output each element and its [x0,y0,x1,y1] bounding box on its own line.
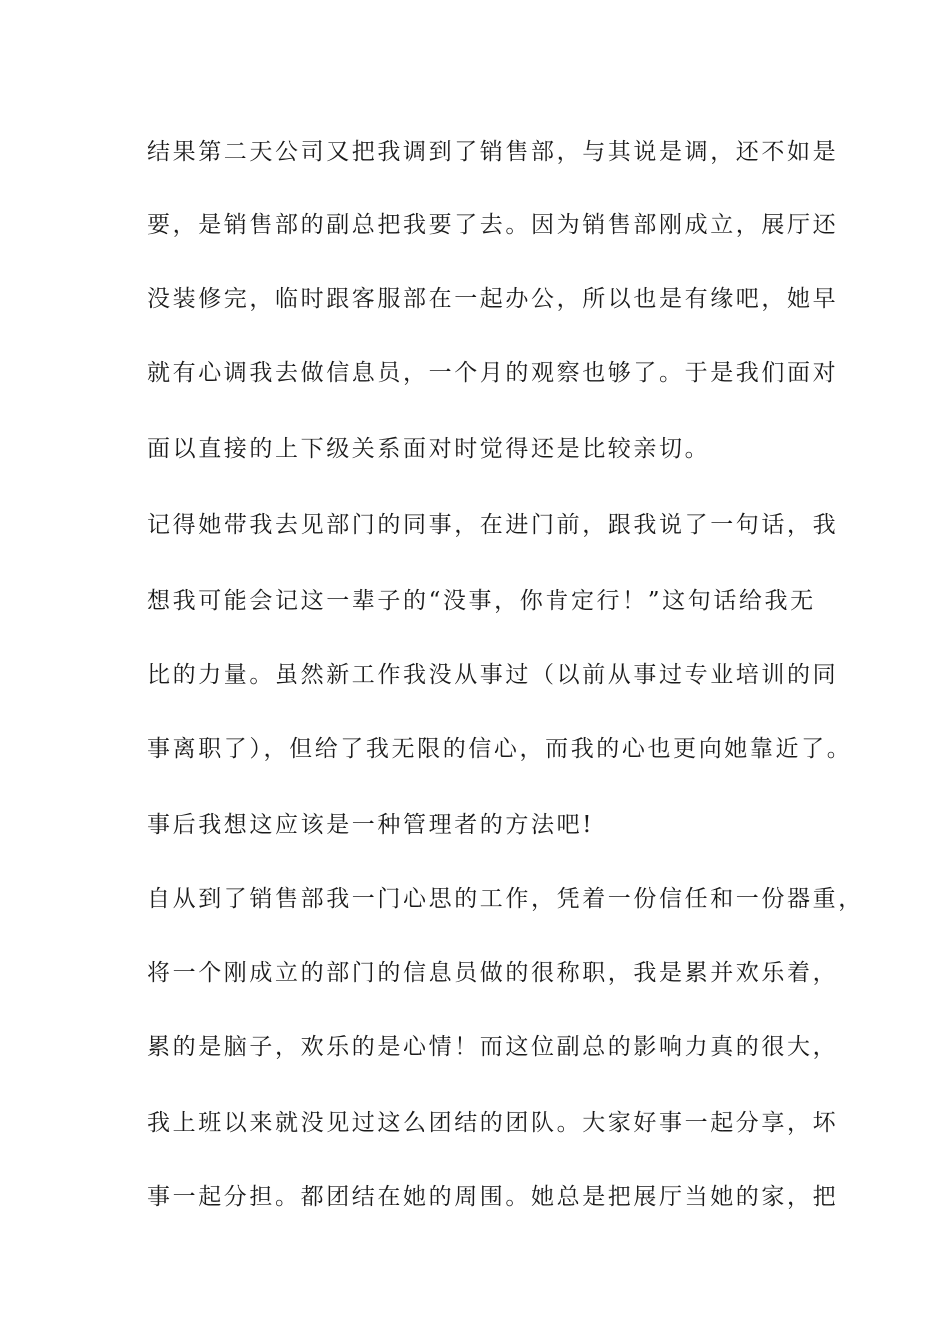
text-line: 将一个刚成立的部门的信息员做的很称职，我是累并欢乐着， [147,960,839,986]
text-line: 要，是销售部的副总把我要了去。因为销售部刚成立，展厅还 [147,212,839,238]
text-line: 事一起分担。都团结在她的周围。她总是把展厅当她的家，把 [147,1184,839,1210]
text-line: 面以直接的上下级关系面对时觉得还是比较亲切。 [147,436,711,462]
text-line: 没装修完，临时跟客服部在一起办公，所以也是有缘吧，她早 [147,286,839,312]
text-line: 记得她带我去见部门的同事，在进门前，跟我说了一句话，我 [147,512,839,538]
text-line: 事后我想这应该是一种管理者的方法吧! [147,812,595,838]
text-line: 事离职了），但给了我无限的信心，而我的心也更向她靠近了。 [147,736,853,762]
text-line: 结果第二天公司又把我调到了销售部，与其说是调，还不如是 [147,139,839,165]
text-line: 我上班以来就没见过这么团结的团队。大家好事一起分享，坏 [147,1110,839,1136]
text-line: 自从到了销售部我一门心思的工作，凭着一份信任和一份器重， [147,886,864,912]
text-line: 想我可能会记这一辈子的“没事，你肯定行！”这句话给我无 [147,588,816,614]
text-line: 累的是脑子，欢乐的是心情！而这位副总的影响力真的很大， [147,1034,839,1060]
text-line: 比的力量。虽然新工作我没从事过（以前从事过专业培训的同 [147,662,839,688]
text-line: 就有心调我去做信息员，一个月的观察也够了。于是我们面对 [147,360,839,386]
